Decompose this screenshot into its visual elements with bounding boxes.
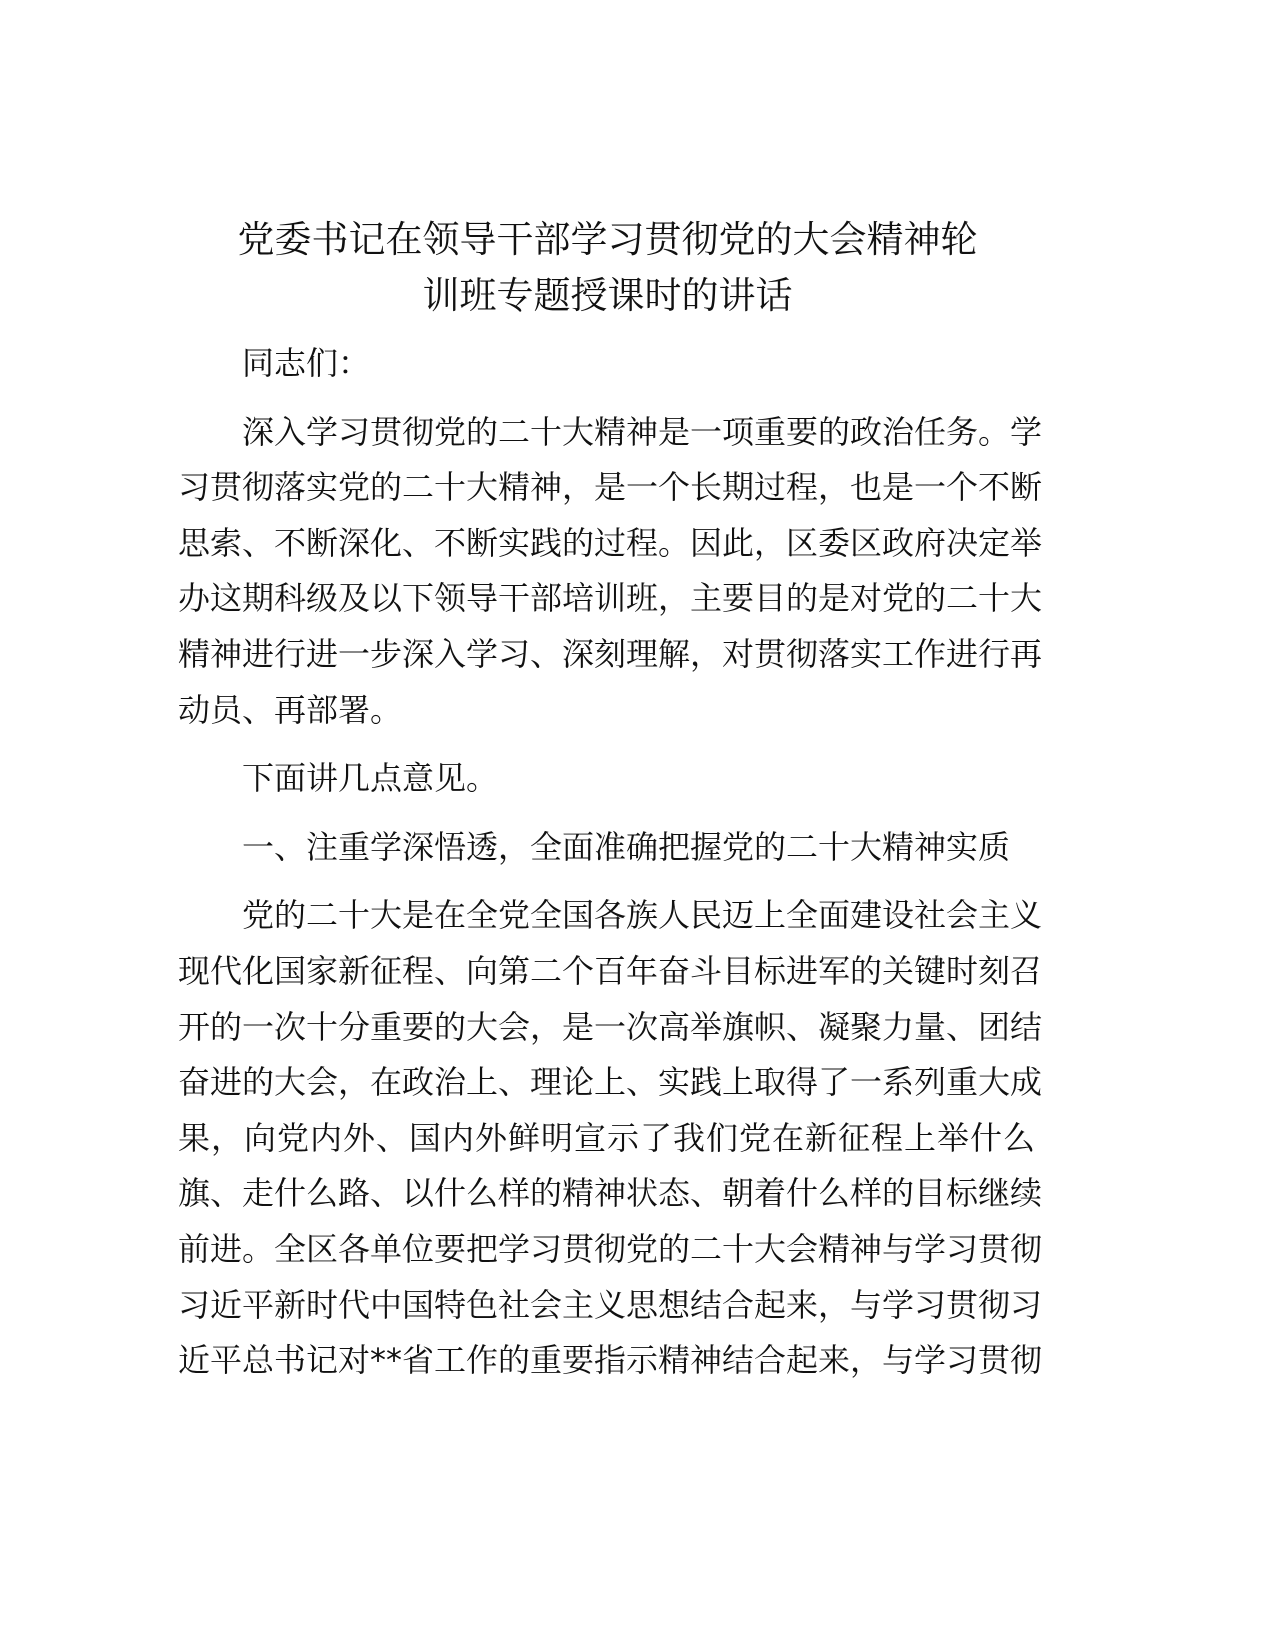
paragraph-1	[178, 405, 1043, 739]
text-line: 思索、不断深化、不断实践的过程。因此，区委区政府决定举	[178, 523, 1043, 562]
text-line: 深入学习贯彻党的二十大精神是一项重要的政治任务。学	[242, 412, 1043, 451]
text-line: 习近平新时代中国特色社会主义思想结合起来，与学习贯彻习	[178, 1285, 1043, 1324]
text-line: 现代化国家新征程、向第二个百年奋斗目标进军的关键时刻召	[178, 951, 1043, 990]
salutation: 同志们：	[242, 344, 371, 382]
text-line: 近平总书记对**省工作的重要指示精神结合起来，与学习贯彻	[178, 1341, 1043, 1380]
text-line: 旗、走什么路、以什么样的精神状态、朝着什么样的目标继续	[178, 1174, 1043, 1213]
text-line: 前进。全区各单位要把学习贯彻党的二十大会精神与学习贯彻	[178, 1229, 1043, 1268]
title-line: 训班专题授课时的讲话	[422, 274, 793, 317]
paragraph-2: 下面讲几点意见。	[242, 759, 499, 798]
text-line: 果，向党内外、国内外鲜明宣示了我们党在新征程上举什么	[178, 1118, 1035, 1157]
text-line: 办这期科级及以下领导干部培训班，主要目的是对党的二十大	[178, 579, 1043, 618]
document-title	[0, 212, 1215, 324]
text-line: 开的一次十分重要的大会，是一次高举旗帜、凝聚力量、团结	[178, 1007, 1043, 1046]
text-line: 习贯彻落实党的二十大精神，是一个长期过程，也是一个不断	[178, 468, 1043, 507]
text-line: 动员、再部署。	[178, 690, 403, 729]
paragraph-3	[178, 888, 1043, 1388]
section-heading-1: 一、注重学深悟透，全面准确把握党的二十大精神实质	[242, 827, 1011, 866]
document-body	[178, 336, 1043, 1389]
text-line: 精神进行进一步深入学习、深刻理解，对贯彻落实工作进行再	[178, 634, 1043, 673]
title-line: 党委书记在领导干部学习贯彻党的大会精神轮	[237, 218, 978, 261]
text-line: 党的二十大是在全党全国各族人民迈上全面建设社会主义	[242, 896, 1043, 935]
text-line: 奋进的大会，在政治上、理论上、实践上取得了一系列重大成	[178, 1063, 1043, 1102]
